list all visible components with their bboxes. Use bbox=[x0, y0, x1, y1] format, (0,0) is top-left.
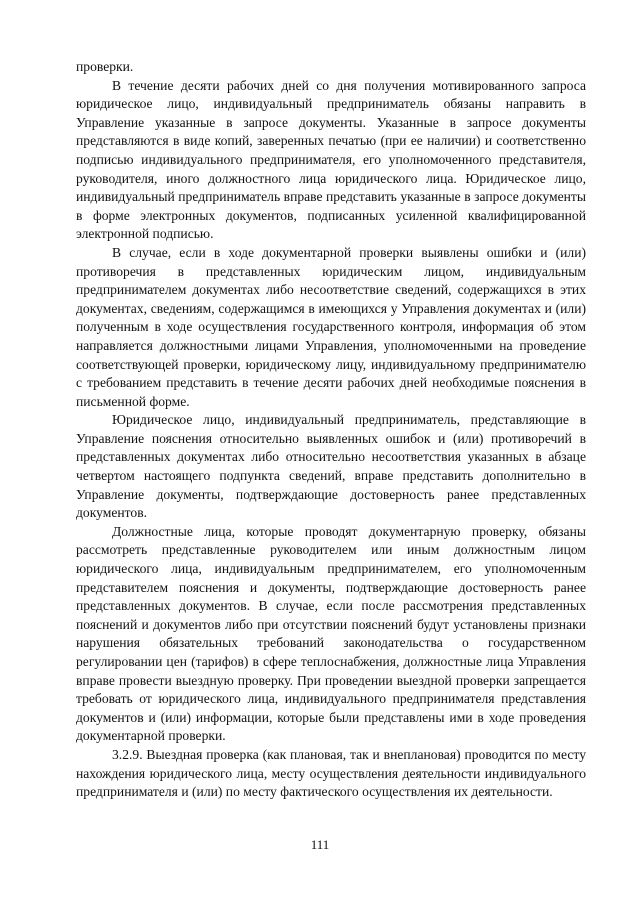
page-number: 111 bbox=[310, 837, 330, 852]
paragraph-officials-review: Должностные лица, которые проводят документарную проверку, обязаны рассмотреть представленные руководителем или иным должностным лицом юридического лица, индивидуальным предпринимателем, его уполномоченным представителем пояснения и документы, подтверждающие достоверность ранее представленных документов. В случае, если после рассмотрения представленных пояснений и документов либо при отсутствии пояснений будут установлены признаки нарушения обязательных требований законодательства о государственном регулировании цен (тарифов) в сфере теплоснабжения, должностные лица Управления вправе провести выездную проверку. При проведении выездной проверки запрещается требовать от юридического лица, индивидуального предпринимателя представления документов и (или) информации, которые были представлены ими в ходе проведения документарной проверки. bbox=[76, 523, 586, 744]
paragraph-explanations: Юридическое лицо, индивидуальный предприниматель, представляющие в Управление пояснения относительно выявленных ошибок и (или) противоречий в представленных документах либо относительно несоответствия указанных в абзаце четвертом настоящего подпункта сведений, вправе представить дополнительно в Управление документы, подтверждающие достоверность ранее представленных документов. bbox=[76, 412, 586, 521]
body-text bbox=[76, 58, 586, 802]
paragraph-response-deadline: В течение десяти рабочих дней со дня получения мотивированного запроса юридическое лицо, индивидуальный предприниматель обязаны направить в Управление указанные в запросе документы. Указанные в запросе документы представляются в виде копий, заверенных печатью (при ее наличии) и соответственно подписью индивидуального предпринимателя, его уполномоченного представителя, руководителя, иного должностного лица юридического лица. Юридическое лицо, индивидуальный предприниматель вправе представить указанные в запросе документы в форме электронных документов, подписанных усиленной квалифицированной электронной подписью. bbox=[76, 77, 586, 242]
paragraph-errors-found: В случае, если в ходе документарной проверки выявлены ошибки и (или) противоречия в представленных юридическим лицом, индивидуальным предпринимателем документах либо несоответствие сведений, содержащихся в этих документах, сведениям, содержащимся в имеющихся у Управления документах и (или) полученным в ходе осуществления государственного контроля, информация об этом направляется должностными лицами Управления, уполномоченными на проведение соответствующей проверки, юридическому лицу, индивидуальному предпринимателю с требованием представить в течение десяти рабочих дней необходимые пояснения в письменной форме. bbox=[76, 244, 586, 409]
paragraph-continuation: проверки. bbox=[76, 59, 134, 74]
paragraph-field-inspection: 3.2.9. Выездная проверка (как плановая, так и внеплановая) проводится по месту нахождения юридического лица, месту осуществления деятельности индивидуального предпринимателя и (или) по месту фактического осуществления их деятельности. bbox=[76, 746, 586, 800]
